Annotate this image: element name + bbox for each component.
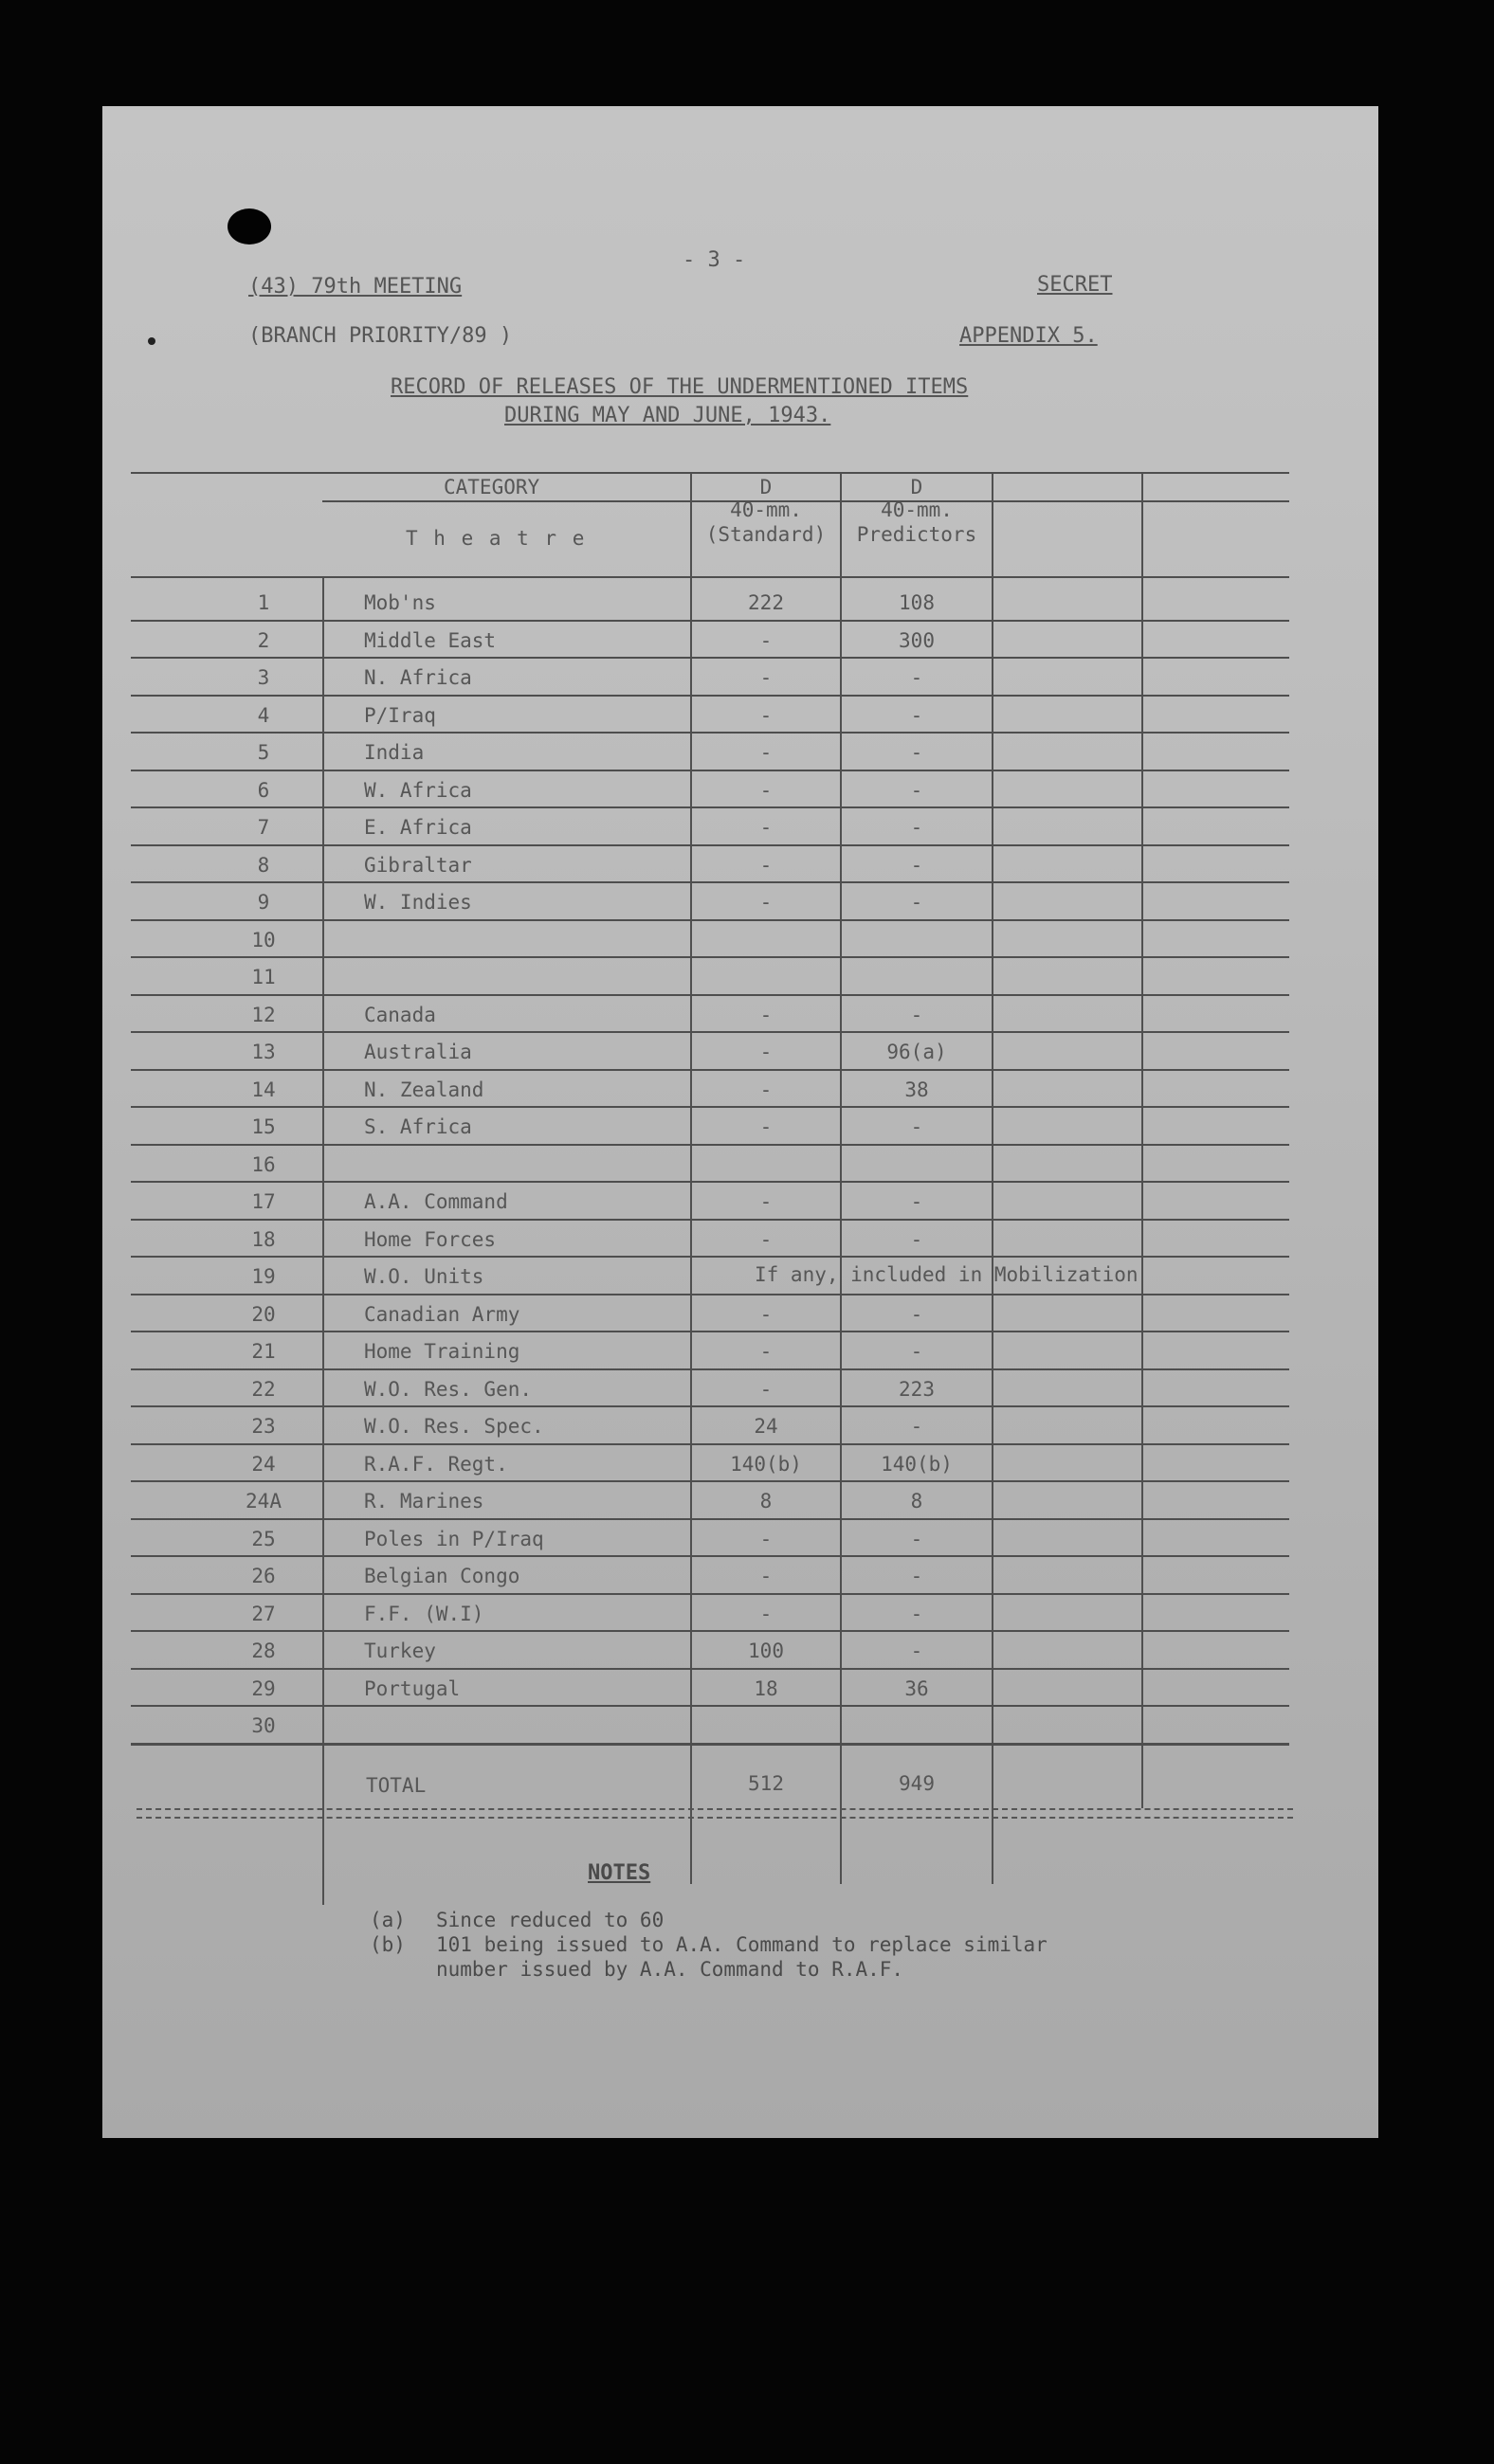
row-theatre: Gibraltar bbox=[364, 853, 472, 877]
row-predictors: - bbox=[910, 1527, 923, 1550]
row-theatre: Canadian Army bbox=[364, 1302, 520, 1326]
row-standard: - bbox=[759, 1227, 773, 1251]
row-number: 5 bbox=[257, 741, 270, 764]
row-predictors: 223 bbox=[899, 1377, 935, 1401]
row-standard: - bbox=[759, 1565, 773, 1587]
row-rule bbox=[131, 620, 1289, 622]
predictors-code-header: D bbox=[910, 476, 923, 498]
total-predictors: 949 bbox=[899, 1772, 935, 1795]
row-rule bbox=[131, 844, 1289, 846]
row-theatre: Turkey bbox=[364, 1640, 436, 1662]
row-rule bbox=[131, 1256, 1289, 1258]
appendix-label: APPENDIX 5. bbox=[959, 324, 1098, 348]
pre-total-rule bbox=[131, 1744, 1289, 1746]
row-number: 21 bbox=[251, 1340, 276, 1363]
row-theatre: Australia bbox=[364, 1041, 472, 1063]
row-rule bbox=[131, 1106, 1289, 1108]
row-number: 12 bbox=[251, 1003, 276, 1026]
row-predictors: - bbox=[910, 1115, 923, 1138]
row-rule bbox=[131, 1705, 1289, 1707]
row-rule bbox=[131, 732, 1289, 734]
row-standard: - bbox=[759, 1115, 773, 1138]
row-number: 2 bbox=[257, 628, 270, 652]
row-standard: - bbox=[759, 1377, 773, 1401]
row-theatre: N. Zealand bbox=[364, 1078, 484, 1101]
row-predictors: - bbox=[910, 1190, 923, 1213]
row-rule bbox=[131, 1668, 1289, 1670]
punch-hole bbox=[228, 208, 271, 245]
row-rule bbox=[131, 1593, 1289, 1595]
row-number: 28 bbox=[251, 1640, 276, 1662]
row-standard: - bbox=[759, 628, 773, 652]
row-number: 20 bbox=[251, 1302, 276, 1326]
row-predictors: - bbox=[910, 816, 923, 839]
row-number: 23 bbox=[251, 1415, 276, 1438]
row-number: 27 bbox=[251, 1602, 276, 1625]
row-predictors: - bbox=[910, 1227, 923, 1251]
row-number: 13 bbox=[251, 1041, 276, 1063]
document-title: RECORD OF RELEASES OF THE UNDERMENTIONED ITEMS bbox=[391, 375, 969, 399]
row-rule bbox=[131, 1069, 1289, 1071]
row-number: 22 bbox=[251, 1377, 276, 1401]
row-predictors: 36 bbox=[904, 1676, 929, 1700]
table-top-rule bbox=[131, 472, 1289, 474]
row-rule bbox=[131, 1331, 1289, 1332]
row-predictors: - bbox=[910, 853, 923, 877]
row-predictors: - bbox=[910, 703, 923, 727]
row-rule bbox=[131, 695, 1289, 697]
row-predictors: - bbox=[910, 1602, 923, 1625]
row-predictors: - bbox=[910, 891, 923, 914]
row-rule bbox=[131, 770, 1289, 771]
row-rule bbox=[131, 1480, 1289, 1482]
row-theatre: India bbox=[364, 741, 425, 764]
total-label: TOTAL bbox=[366, 1774, 427, 1797]
row-standard: - bbox=[759, 1340, 773, 1363]
row-number: 30 bbox=[251, 1714, 276, 1737]
row-theatre: W. Africa bbox=[364, 778, 472, 802]
row-predictors: - bbox=[910, 1302, 923, 1326]
row-standard: - bbox=[759, 816, 773, 839]
category-header: CATEGORY bbox=[444, 476, 540, 498]
row-predictors: - bbox=[910, 1415, 923, 1438]
meeting-reference: (43) 79th MEETING bbox=[248, 275, 463, 299]
row-rule bbox=[131, 1405, 1289, 1407]
standard-type-header: (Standard) bbox=[705, 523, 827, 546]
row-theatre: W.O. Units bbox=[364, 1265, 484, 1288]
row-standard: 100 bbox=[748, 1640, 784, 1662]
row-number: 3 bbox=[257, 666, 270, 689]
row-rule bbox=[131, 956, 1289, 958]
row-predictors: - bbox=[910, 741, 923, 764]
row-rule bbox=[131, 919, 1289, 921]
row-theatre: N. Africa bbox=[364, 666, 472, 689]
row-standard: - bbox=[759, 666, 773, 689]
row-standard: 8 bbox=[759, 1490, 773, 1513]
total-standard: 512 bbox=[748, 1772, 784, 1795]
row-rule bbox=[131, 1443, 1289, 1445]
row-number: 11 bbox=[251, 966, 276, 988]
row-predictors: - bbox=[910, 1340, 923, 1363]
row-number: 25 bbox=[251, 1527, 276, 1550]
row-number: 26 bbox=[251, 1565, 276, 1587]
row-standard: 140(b) bbox=[730, 1452, 802, 1476]
row-theatre: F.F. (W.I) bbox=[364, 1602, 484, 1625]
ink-speck bbox=[148, 337, 155, 345]
row-theatre: W. Indies bbox=[364, 891, 472, 914]
standard-code-header: D bbox=[759, 476, 773, 498]
row-theatre: Mob'ns bbox=[364, 591, 436, 614]
row-number: 15 bbox=[251, 1115, 276, 1138]
row-predictors: 140(b) bbox=[881, 1452, 953, 1476]
row-theatre: E. Africa bbox=[364, 816, 472, 839]
row-theatre: R. Marines bbox=[364, 1490, 484, 1513]
standard-size-header: 40-mm. bbox=[730, 498, 802, 521]
row-standard: - bbox=[759, 1302, 773, 1326]
row-rule bbox=[131, 1555, 1289, 1557]
row-rule bbox=[131, 1630, 1289, 1632]
row-note-span: If any, included in Mobilization bbox=[755, 1263, 1139, 1286]
row-standard: - bbox=[759, 1527, 773, 1550]
row-predictors: - bbox=[910, 666, 923, 689]
row-predictors: 108 bbox=[899, 591, 935, 614]
classification-label: SECRET bbox=[1037, 273, 1113, 297]
row-rule bbox=[131, 1031, 1289, 1033]
row-rule bbox=[131, 1181, 1289, 1183]
row-rule bbox=[131, 1294, 1289, 1295]
row-theatre: W.O. Res. Spec. bbox=[364, 1415, 544, 1438]
row-standard: - bbox=[759, 778, 773, 802]
row-theatre: Portugal bbox=[364, 1676, 461, 1700]
row-rule bbox=[131, 1144, 1289, 1146]
row-number: 16 bbox=[251, 1152, 276, 1176]
note-text: 101 being issued to A.A. Command to replace similar bbox=[436, 1933, 1048, 1956]
row-number: 8 bbox=[257, 853, 270, 877]
row-theatre: A.A. Command bbox=[364, 1190, 508, 1213]
row-number: 14 bbox=[251, 1078, 276, 1101]
page-number: - 3 - bbox=[683, 248, 746, 272]
header-bottom-rule bbox=[131, 576, 1289, 578]
note-marker: (a) bbox=[370, 1909, 406, 1931]
predictors-size-header: 40-mm. bbox=[881, 498, 953, 521]
row-number: 24 bbox=[251, 1452, 276, 1476]
row-rule bbox=[131, 1219, 1289, 1221]
row-number: 7 bbox=[257, 816, 270, 839]
row-number: 4 bbox=[257, 703, 270, 727]
document-page bbox=[102, 106, 1378, 2138]
row-number: 9 bbox=[257, 891, 270, 914]
row-rule bbox=[131, 1518, 1289, 1520]
row-rule bbox=[131, 657, 1289, 659]
note-text: Since reduced to 60 bbox=[436, 1909, 665, 1931]
row-predictors: - bbox=[910, 1003, 923, 1026]
row-predictors: 96(a) bbox=[886, 1041, 947, 1063]
row-standard: - bbox=[759, 741, 773, 764]
row-standard: 222 bbox=[748, 591, 784, 614]
column-divider bbox=[1141, 474, 1143, 1808]
row-rule bbox=[131, 1368, 1289, 1370]
row-standard: - bbox=[759, 703, 773, 727]
row-standard: - bbox=[759, 1078, 773, 1101]
row-number: 1 bbox=[257, 591, 270, 614]
row-predictors: - bbox=[910, 1565, 923, 1587]
row-predictors: - bbox=[910, 778, 923, 802]
row-rule bbox=[131, 881, 1289, 883]
note-text: number issued by A.A. Command to R.A.F. bbox=[436, 1958, 904, 1981]
row-rule bbox=[131, 806, 1289, 808]
predictors-type-header: Predictors bbox=[856, 523, 977, 546]
row-standard: 24 bbox=[754, 1415, 778, 1438]
row-theatre: P/Iraq bbox=[364, 703, 436, 727]
row-theatre: Belgian Congo bbox=[364, 1565, 520, 1587]
row-standard: - bbox=[759, 853, 773, 877]
column-divider bbox=[992, 474, 993, 1884]
branch-reference: (BRANCH PRIORITY/89 ) bbox=[248, 324, 513, 348]
row-number: 17 bbox=[251, 1190, 276, 1213]
row-standard: - bbox=[759, 1602, 773, 1625]
theatre-header: T h e a t r e bbox=[406, 527, 587, 550]
note-marker: (b) bbox=[370, 1933, 406, 1956]
row-theatre: Home Forces bbox=[364, 1227, 497, 1251]
row-theatre: Home Training bbox=[364, 1340, 520, 1363]
row-number: 19 bbox=[251, 1265, 276, 1288]
row-theatre: Canada bbox=[364, 1003, 436, 1026]
row-theatre: Poles in P/Iraq bbox=[364, 1527, 544, 1550]
document-subtitle: DURING MAY AND JUNE, 1943. bbox=[504, 404, 831, 427]
row-predictors: 38 bbox=[904, 1078, 929, 1101]
row-standard: - bbox=[759, 1190, 773, 1213]
row-number: 29 bbox=[251, 1676, 276, 1700]
row-number: 18 bbox=[251, 1227, 276, 1251]
row-theatre: W.O. Res. Gen. bbox=[364, 1377, 533, 1401]
row-predictors: 300 bbox=[899, 628, 935, 652]
row-predictors: - bbox=[910, 1640, 923, 1662]
row-number: 24A bbox=[246, 1490, 282, 1513]
row-standard: - bbox=[759, 1041, 773, 1063]
row-standard: - bbox=[759, 1003, 773, 1026]
row-standard: - bbox=[759, 891, 773, 914]
row-number: 10 bbox=[251, 928, 276, 951]
row-predictors: 8 bbox=[910, 1490, 923, 1513]
row-theatre: R.A.F. Regt. bbox=[364, 1452, 508, 1476]
notes-heading: NOTES bbox=[588, 1861, 651, 1885]
row-rule bbox=[131, 994, 1289, 996]
total-double-rule bbox=[137, 1808, 1293, 1819]
row-number: 6 bbox=[257, 778, 270, 802]
row-standard: 18 bbox=[754, 1676, 778, 1700]
row-theatre: Middle East bbox=[364, 628, 497, 652]
row-theatre: S. Africa bbox=[364, 1115, 472, 1138]
